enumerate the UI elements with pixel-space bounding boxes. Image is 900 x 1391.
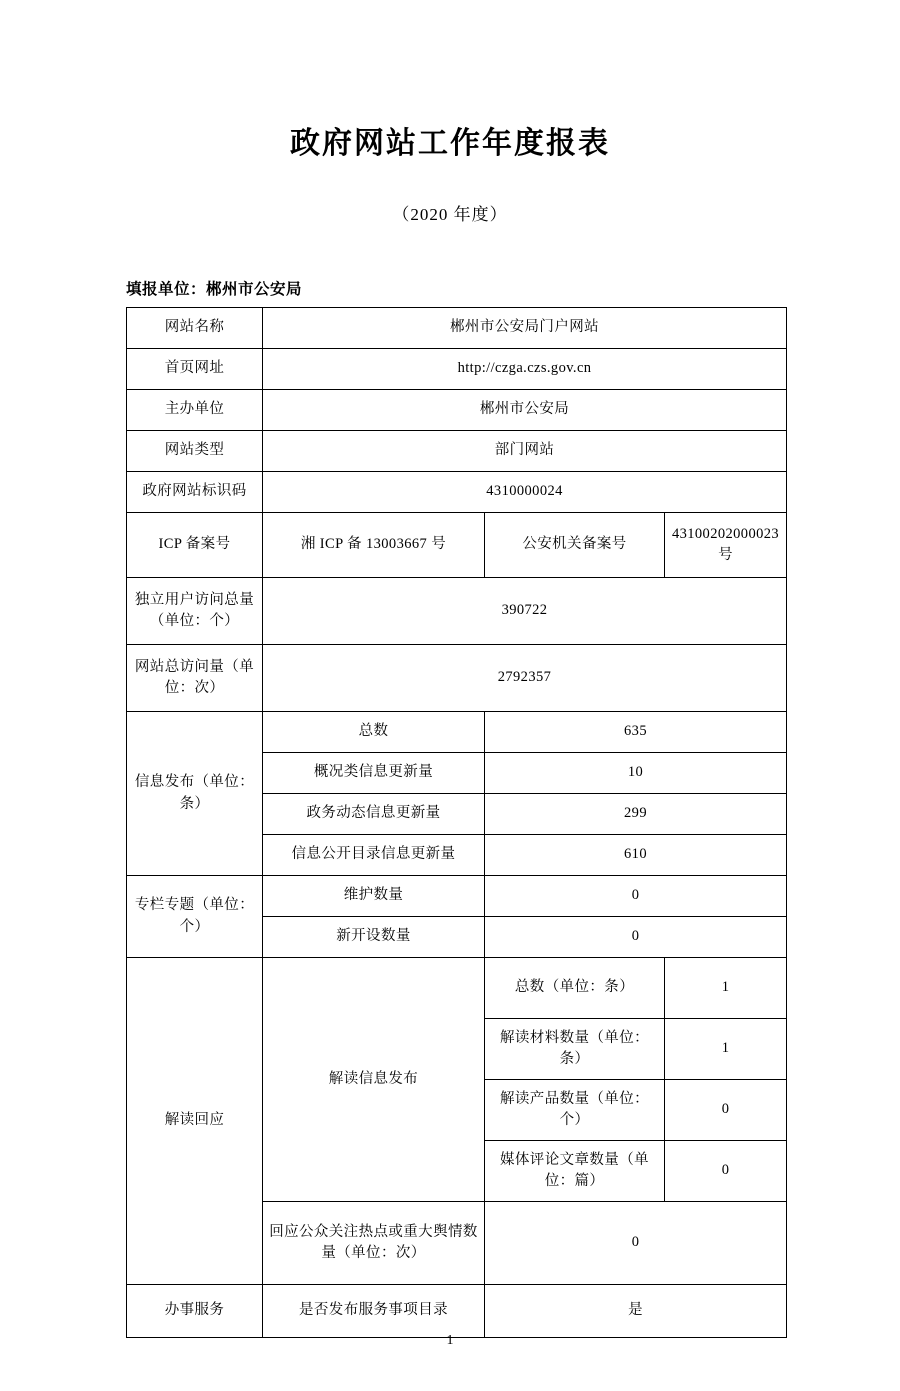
page-subtitle: （2020 年度） xyxy=(392,205,508,224)
response-hotspot-value: 0 xyxy=(485,1202,787,1285)
table-row xyxy=(127,876,787,917)
table-row xyxy=(127,390,787,431)
info-release-item-value: 610 xyxy=(485,835,787,876)
report-unit: 填报单位：郴州市公安局 xyxy=(126,281,303,298)
table-row xyxy=(127,349,787,390)
icp-label: ICP 备案号 xyxy=(127,513,263,578)
interpretation-item-name: 总数（单位：条） xyxy=(485,958,665,1019)
table-row xyxy=(127,958,787,1019)
response-hotspot-label: 回应公众关注热点或重大舆情数量（单位：次） xyxy=(263,1202,485,1285)
unique-visitors-label: 独立用户访问总量（单位：个） xyxy=(127,578,263,645)
site-name-label: 网站名称 xyxy=(127,308,263,349)
column-topic-item-value: 0 xyxy=(485,917,787,958)
sponsor-value: 郴州市公安局 xyxy=(263,390,787,431)
info-release-item-value: 299 xyxy=(485,794,787,835)
service-label: 办事服务 xyxy=(127,1285,263,1338)
total-visits-value: 2792357 xyxy=(263,645,787,712)
service-catalog-label: 是否发布服务事项目录 xyxy=(263,1285,485,1338)
column-topic-item-name: 维护数量 xyxy=(263,876,485,917)
table-row xyxy=(127,472,787,513)
info-release-item-value: 635 xyxy=(485,712,787,753)
info-release-item-name: 信息公开目录信息更新量 xyxy=(263,835,485,876)
total-visits-label: 网站总访问量（单位：次） xyxy=(127,645,263,712)
site-type-label: 网站类型 xyxy=(127,431,263,472)
police-record-label: 公安机关备案号 xyxy=(485,513,665,578)
table-row xyxy=(127,431,787,472)
service-catalog-value: 是 xyxy=(485,1285,787,1338)
icp-value: 湘 ICP 备 13003667 号 xyxy=(263,513,485,578)
table-row xyxy=(127,1285,787,1338)
column-topic-item-name: 新开设数量 xyxy=(263,917,485,958)
column-topic-item-value: 0 xyxy=(485,876,787,917)
interpretation-item-name: 解读材料数量（单位：条） xyxy=(485,1019,665,1080)
interpretation-item-name: 解读产品数量（单位：个） xyxy=(485,1080,665,1141)
homepage-label: 首页网址 xyxy=(127,349,263,390)
page-title: 政府网站工作年度报表 xyxy=(290,127,610,160)
interpretation-item-value: 0 xyxy=(665,1141,787,1202)
page-number: 1 xyxy=(446,1333,454,1348)
info-release-item-name: 总数 xyxy=(263,712,485,753)
site-type-value: 部门网站 xyxy=(263,431,787,472)
info-release-item-value: 10 xyxy=(485,753,787,794)
table-row xyxy=(127,645,787,712)
site-name-value: 郴州市公安局门户网站 xyxy=(263,308,787,349)
site-code-label: 政府网站标识码 xyxy=(127,472,263,513)
info-release-item-name: 概况类信息更新量 xyxy=(263,753,485,794)
sponsor-label: 主办单位 xyxy=(127,390,263,431)
interpretation-item-value: 0 xyxy=(665,1080,787,1141)
info-release-item-name: 政务动态信息更新量 xyxy=(263,794,485,835)
table-row xyxy=(127,578,787,645)
interpretation-item-value: 1 xyxy=(665,1019,787,1080)
table-row xyxy=(127,712,787,753)
table-row xyxy=(127,308,787,349)
site-code-value: 4310000024 xyxy=(263,472,787,513)
unique-visitors-value: 390722 xyxy=(263,578,787,645)
document-page xyxy=(0,118,900,1391)
interpretation-item-value: 1 xyxy=(665,958,787,1019)
homepage-value: http://czga.czs.gov.cn xyxy=(263,349,787,390)
info-release-label: 信息发布（单位：条） xyxy=(127,712,263,876)
column-topic-label: 专栏专题（单位：个） xyxy=(127,876,263,958)
interpretation-item-name: 媒体评论文章数量（单位：篇） xyxy=(485,1141,665,1202)
annual-report-table xyxy=(126,307,787,1338)
interpretation-release-label: 解读信息发布 xyxy=(263,958,485,1202)
interpretation-label: 解读回应 xyxy=(127,958,263,1285)
police-record-value: 43100202000023 号 xyxy=(665,513,787,578)
table-row xyxy=(127,513,787,578)
